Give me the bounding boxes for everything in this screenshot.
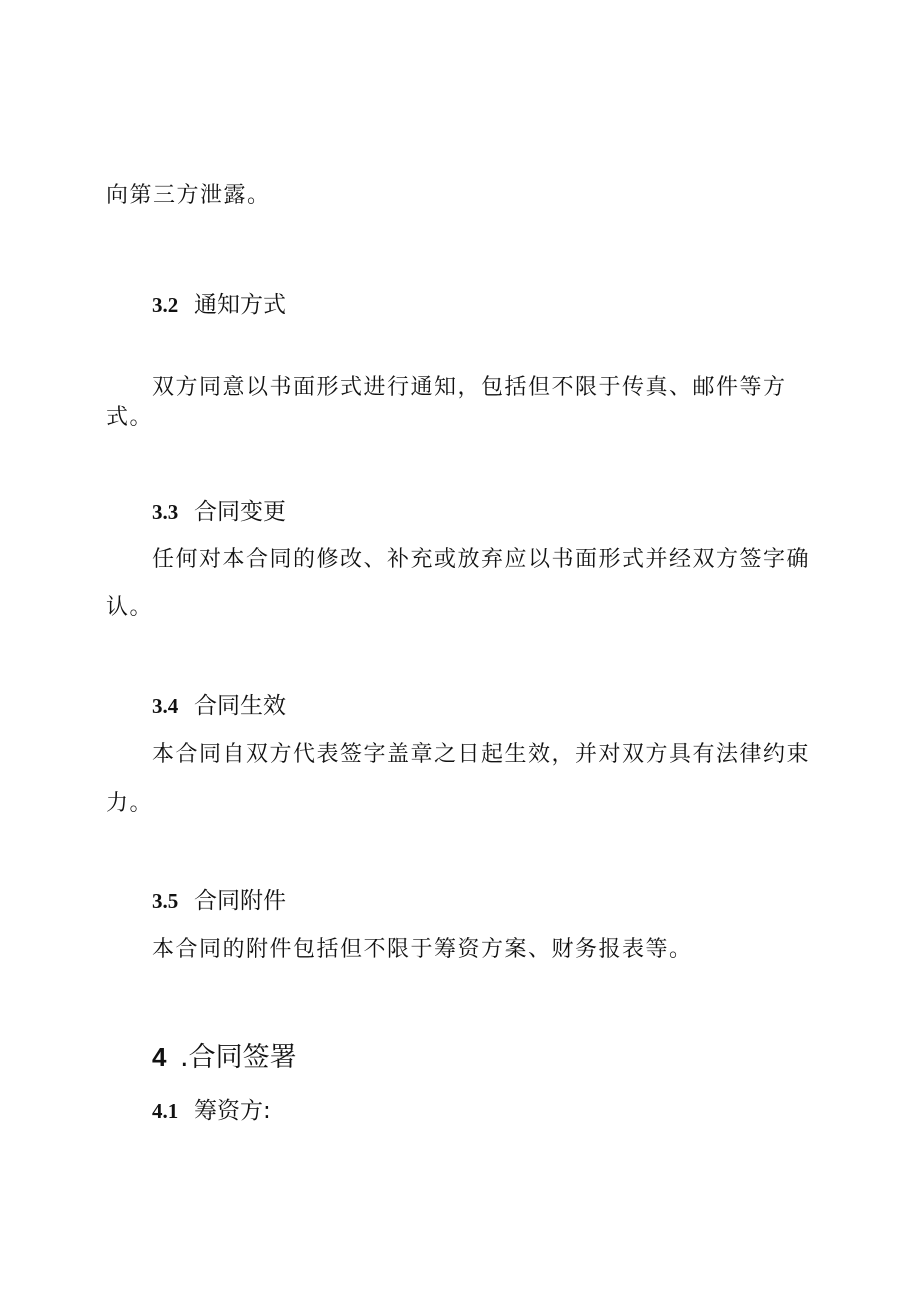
section-heading-3-5 (152, 886, 286, 916)
paragraph-line: 认。 (106, 595, 154, 620)
section-title: 合同变更 (194, 499, 286, 525)
section-heading-4-1 (152, 1096, 271, 1126)
section-heading-3-2 (152, 290, 286, 320)
section-title: 筹资方: (194, 1098, 271, 1124)
paragraph-line: 双方同意以书面形式进行通知，包括但不限于传真、邮件等方 (152, 375, 787, 400)
section-number: 4 (152, 1042, 167, 1072)
section-heading-3-4 (152, 691, 286, 721)
section-number: 3.4 (152, 694, 179, 718)
paragraph-line: 本合同的附件包括但不限于筹资方案、财务报表等。 (152, 937, 693, 962)
section-heading-4 (152, 1040, 297, 1075)
paragraph-line: 本合同自双方代表签字盖章之日起生效，并对双方具有法律约束 (152, 742, 811, 767)
section-title: 合同附件 (194, 888, 286, 914)
paragraph-line: 式。 (106, 405, 154, 430)
section-title: 合同生效 (194, 693, 286, 719)
section-heading-3-3 (152, 497, 286, 527)
paragraph-line: 力。 (106, 791, 154, 816)
section-number: 4.1 (152, 1099, 179, 1123)
section-number: 3.2 (152, 293, 179, 317)
section-title: .合同签署 (180, 1042, 297, 1073)
section-number: 3.5 (152, 889, 179, 913)
section-title: 通知方式 (194, 292, 286, 318)
section-number: 3.3 (152, 500, 179, 524)
continuation-text: 向第三方泄露。 (106, 183, 271, 208)
paragraph-line: 任何对本合同的修改、补充或放弃应以书面形式并经双方签字确 (152, 547, 811, 572)
